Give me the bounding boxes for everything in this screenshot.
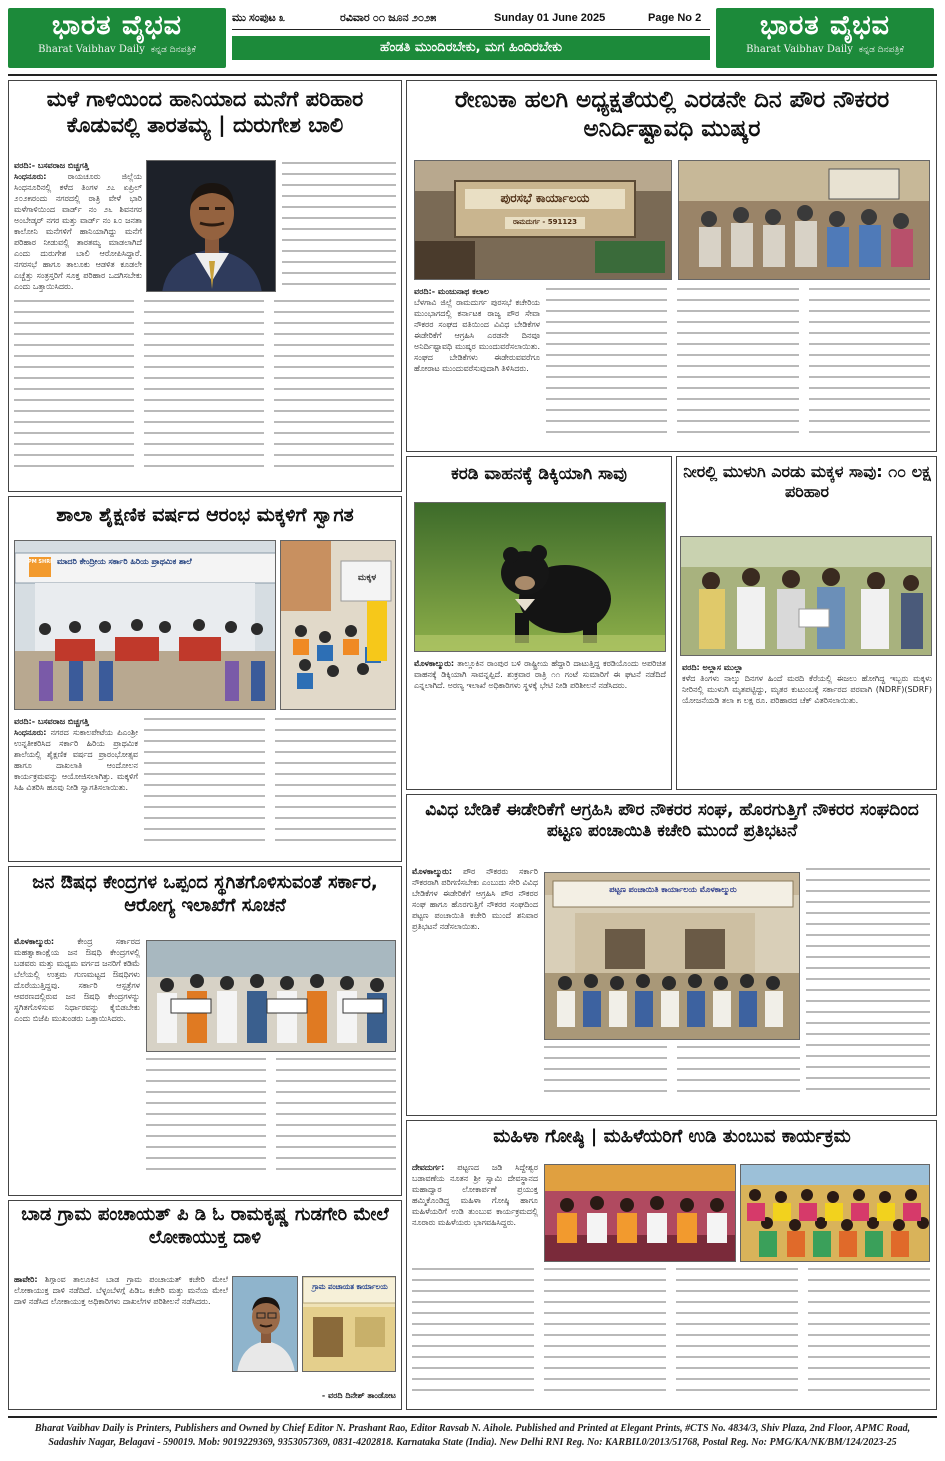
article-1-body: ರಾಯಚೂರು ಜಿಲ್ಲೆಯ ಸಿಂಧನೂರಿನಲ್ಲಿ ಕಳೆದ ತಿಂಗಳ ೨೭ ಏಪ್ರಿಲ್ ೨೦೨೫ರಂದು ನಗರದಲ್ಲಿ ರಾತ್ರಿ ವೇಳೆ ಭಾರಿ ಮಳೆಗಾಳಿಯಿಂದ ವಾರ್ಡ್ ನಂ ೨೬ ಶಿವನಗರ ಅಂಬೇಡ್ಕರ್ ನಗರ ಮತ್ತು ವಾರ್ಡ್ ನಂ ೩೦ ಜನತಾ ಕಾಲೋನಿ ಮನೆಗಳಿಗೆ ಹಾನಿಯಾಗಿದ್ದು ಮನೆಗೆ ಪರಿಹಾರ ನೀಡುವಲ್ಲಿ ತಾರತಮ್ಯ ಮಾಡಲಾಗಿದೆ ಎಂದು ದುರುಗೇಶ ಬಾಲಿ ಆರೋಪಿಸಿದ್ದಾರೆ. ನಗರಸಭೆ ಹಾಗೂ ತಾಲೂಕು ಆಡಳಿತ ಕೂಡಲೇ ಎಚ್ಚೆತ್ತು ಸಂತ್ರಸ್ತರಿಗೆ ಸೂಕ್ತ ಪರಿಹಾರ ಒದಗಿಸಬೇಕು ಎಂದು ಒತ್ತಾಯಿಸಿದರು. [14, 172, 142, 291]
article-3-dateline: ವರದಿ:- ಬಸವರಾಜ ಬಿಚ್ಚಗತ್ತಿ [14, 717, 89, 726]
article-2-body [414, 286, 540, 446]
pdo-portrait-icon [233, 1277, 298, 1372]
panchayat-protest-photo [544, 872, 800, 1040]
article-3-body-text: ನಗರದ ಸುಕಾಲಪೇಟೆಯ ಪಿಎಂಶ್ರೀ ಉನ್ನತೀಕರಿಸಿದ ಸರ್ಕಾರಿ ಹಿರಿಯ ಪ್ರಾಥಮಿಕ ಶಾಲೆಯಲ್ಲಿ ಶೈಕ್ಷಣಿಕ ವರ್ಷದ ಪ್ರಾರಂಭೋತ್ಸವ ಹಾಗೂ ದಾಖಲಾತಿ ಆಂದೋಲನ ಕಾರ್ಯಕ್ರಮವನ್ನು ಆಯೋಜಿಸಲಾಗಿತ್ತು. ಮಕ್ಕಳಿಗೆ ಸಿಹಿ ವಿತರಿಸಿ ಹೂವು ನೀಡಿ ಸ್ವಾಗತಿಸಲಾಯಿತು. [14, 728, 138, 792]
article-7-body-text: ಕೇಂದ್ರ ಸರ್ಕಾರದ ಮಹತ್ವಾಕಾಂಕ್ಷೆಯ ಜನ ಔಷಧಿ ಕೇಂದ್ರಗಳಲ್ಲಿ ಬಡವರು ಮತ್ತು ಮಧ್ಯಮ ವರ್ಗದ ಜನರಿಗೆ ಕಡಿಮೆ ಬೆಲೆಯಲ್ಲಿ ಉತ್ತಮ ಗುಣಮಟ್ಟದ ಔಷಧಿಗಳು ದೊರೆಯುತ್ತಿದ್ದವು. ಸರ್ಕಾರಿ ಆಸ್ಪತ್ರೆಗಳ ಆವರಣದಲ್ಲಿರುವ ಜನ ಔಷಧಿ ಕೇಂದ್ರಗಳನ್ನು ಸ್ಥಗಿತಗೊಳಿಸುವ ನಿರ್ಧಾರವನ್ನು ಕೈಬಿಡಬೇಕು ಎಂದು ಬಿಜೆಪಿ ಮುಖಂಡರು ಒತ್ತಾಯಿಸಿದರು. [14, 937, 140, 1023]
students-sitting-icon [281, 541, 396, 710]
masthead-rule [8, 74, 937, 76]
article-5-headline: ನೀರಲ್ಲಿ ಮುಳುಗಿ ಎರಡು ಮಕ್ಕಳ ಸಾವು: ೧೦ ಲಕ್ಷ ಪರಿಹಾರ [683, 462, 931, 501]
article-5-body-text: ಕಳೆದ ತಿಂಗಳು ನಾಲ್ಕು ದಿನಗಳ ಹಿಂದೆ ಮರದಿ ಕೆರೆಯಲ್ಲಿ ಈಜಲು ಹೋಗಿದ್ದ ಇಬ್ಬರು ಮಕ್ಕಳು ನೀರಿನಲ್ಲಿ ಮುಳುಗಿ ಮೃತಪಟ್ಟಿದ್ದು, ಮೃತರ ಕುಟುಂಬಕ್ಕೆ ಸರ್ಕಾರದ ಪರವಾಗಿ (NDRF)(SDRF) ಯೋಜನೆಯಡಿ ತಲಾ ೫ ಲಕ್ಷ ರೂ. ಪರಿಹಾರದ ಚೆಕ್ ವಿತರಿಸಲಾಯಿತು. [682, 674, 932, 705]
article-4-place: ಮೊಳಕಾಲ್ಮುರು: [414, 659, 455, 668]
ramadurga-office-photo [414, 160, 672, 280]
imprint-line-2: Sadashiv Nagar, Belagavi - 590019. Mob: 9019229369, 9353057369, 0831-4202818. Karnataka State (India). New Delhi RNI Reg. No: KARBIL0/2013/51768, Postal Reg. No: PMG/KA/NK/BM/124/2023-25 [48, 1437, 897, 1448]
article-1-headline: ಮಳೆ ಗಾಳಿಯಿಂದ ಹಾನಿಯಾದ ಮನೆಗೆ ಪರಿಹಾರ ಕೊಡುವಲ್ಲಿ ತಾರತಮ್ಯ | ದುರುಗೇಶ ಬಾಲಿ [46, 87, 364, 138]
article-9-headline: ಬಾಡ ಗ್ರಾಮ ಪಂಚಾಯತ್ ಪಿ ಡಿ ಓ ರಾಮಕೃಷ್ಣ ಗುಡಗೇರಿ ಮೇಲೆ ಲೋಕಾಯುಕ್ತ ದಾಳಿ [21, 1204, 389, 1248]
protesters-icon [147, 941, 396, 1052]
article-6-body-text: ಪೌರ ನೌಕರರು ಸರ್ಕಾರಿ ನೌಕರರಾಗಿ ಪರಿಗಣಿಸಬೇಕು ಎಂಬುದು ಸೇರಿ ವಿವಿಧ ಬೇಡಿಕೆಗಳ ಈಡೇರಿಕೆಗೆ ಆಗ್ರಹಿಸಿ ಪೌರ ನೌಕರರ ಸಂಘ ಹಾಗೂ ಹೊರಗುತ್ತಿಗೆ ನೌಕರರ ಸಂಘದಿಂದ ಪಟ್ಟಣ ಪಂಚಾಯಿತಿ ಕಚೇರಿ ಮುಂದೆ ಶನಿವಾರ ಪ್ರತಿಭಟನೆ ನಡೆಸಲಾಯಿತು. [412, 867, 538, 931]
imprint-footer [8, 1416, 937, 1450]
masthead-logo-left [8, 8, 226, 68]
banner-text: ಮಕ್ಕಳ [357, 573, 377, 583]
protest-group-photo [678, 160, 930, 280]
school-sign-text: ಮಾದರಿ ಕೇಂದ್ರೀಯ ಸರ್ಕಾರಿ ಹಿರಿಯ ಪ್ರಾಥಮಿಕ ಶಾಲೆ [57, 557, 192, 566]
article-5-body [682, 662, 932, 784]
stage-event-photo [544, 1164, 736, 1262]
article-8-body-text: ಪಟ್ಟಣದ ಜಡಿ ಸಿದ್ದೇಶ್ವರ ಬಡಾವಣೆಯ ನೂತನ ಶ್ರೀ ಸ್ವಾಮಿ ದೇವಸ್ಥಾನದ ಮಹಾದ್ವಾರ ಲೋಕಾರ್ಪಣೆ ಪ್ರಯುಕ್ತ ಹಮ್ಮಿಕೊಂಡಿದ್ದ ಮಹಿಳಾ ಗೋಷ್ಠಿ ಹಾಗೂ ಮಹಿಳೆಯರಿಗೆ ಉಡಿ ತುಂಬುವ ಕಾರ್ಯಕ್ರಮದಲ್ಲಿ ನೂರಾರು ಮಹಿಳೆಯರು ಭಾಗವಹಿಸಿದ್ದರು. [412, 1163, 538, 1227]
article-9-body [14, 1274, 228, 1404]
portrait-photo [146, 160, 276, 292]
article-8-text-columns [412, 1268, 930, 1404]
article-6-text-bottom [544, 1046, 800, 1110]
date-english: Sunday 01 June 2025 [494, 12, 606, 24]
article-9-byline: - ವರದಿ ದಿನೇಶ್ ತಾಂಡೋಟ [321, 1391, 396, 1400]
office-sign-text: ಪುರಸಭೆ ಕಾರ್ಯಾಲಯ [500, 191, 590, 205]
article-7-body [14, 936, 140, 1190]
article-9-body-text: ಶಿಗ್ಗಾಂವ ತಾಲೂಕಿನ ಬಾಡ ಗ್ರಾಮ ಪಂಚಾಯತ್ ಕಚೇರಿ ಮೇಲೆ ಲೋಕಾಯುಕ್ತ ದಾಳಿ ನಡೆದಿದೆ. ಬೆಳ್ಳಂಬೆಳಗ್ಗೆ ಪಿಡಿಒ ಕಚೇರಿ ಮತ್ತು ಮನೆಯ ಮೇಲೆ ದಾಳಿ ನಡೆಸಿದ ಲೋಕಾಯುಕ್ತ ಅಧಿಕಾರಿಗಳು ದಾಖಲೆಗಳ ಪರಿಶೀಲನೆ ನಡೆಸಿದರು. [14, 1275, 228, 1306]
article-2-headline: ರೇಣುಕಾ ಹಲಗಿ ಅಧ್ಯಕ್ಷತೆಯಲ್ಲಿ ಎರಡನೇ ದಿನ ಪೌರ ನೌಕರರ ಅನಿರ್ದಿಷ್ಟಾವಧಿ ಮುಷ್ಕರ [454, 87, 890, 142]
stage-guests-icon [545, 1165, 736, 1262]
students-photo [280, 540, 396, 710]
article-6-text-right [806, 868, 930, 1110]
gp-office-photo [302, 1276, 396, 1372]
logo-english: Bharat Vaibhav Daily [746, 44, 853, 55]
article-4-body [414, 658, 666, 784]
article-9-place: ಹಾವೇರಿ: [14, 1275, 38, 1284]
article-6-place: ಮೊಳಕಾಲ್ಮುರು: [412, 867, 453, 876]
article-1-body-left [14, 160, 142, 294]
article-1-place: ಸಿಂಧನೂರು: [14, 172, 47, 181]
panchayat-building-icon [545, 873, 800, 1040]
masthead-tagline: ಹೆಂಡತಿ ಮುಂದಿರಬೇಕು, ಮಗ ಹಿಂದಿರಬೇಕು [232, 36, 710, 60]
crowd-women-icon [741, 1165, 930, 1262]
imprint-line-1: Bharat Vaibhav Daily is Printers, Publishers and Owned by Chief Editor N. Prashant Rao, Editor Ravsab N. Aihole. Published and Printed at Elegant Prints, #CTS No. 4834/3, Shiv Plaza, 2nd Floor, APMC Road, [34, 1423, 911, 1434]
article-1-text-right [282, 162, 396, 292]
issue-label: ಮು ಸಂಪುಟ ೩ [232, 12, 286, 24]
bear-icon [415, 503, 666, 652]
pdo-portrait-photo [232, 1276, 298, 1372]
jan-aushadhi-protest-photo [146, 940, 396, 1052]
masthead-logo-right [716, 8, 934, 68]
man-portrait-icon [147, 161, 276, 292]
page-number: Page No 2 [648, 12, 702, 24]
article-6-headline: ವಿವಿಧ ಬೇಡಿಕೆ ಈಡೇರಿಕೆಗೆ ಆಗ್ರಹಿಸಿ ಪೌರ ನೌಕರರ ಸಂಘ, ಹೊರಗುತ್ತಿಗೆ ನೌಕರರ ಸಂಘದಿಂದ ಪಟ್ಟಣ ಪಂಚಾಯಿತಿ ಕಚೇರಿ ಮುಂದೆ ಪ್ರತಿಭಟನೆ [425, 800, 919, 842]
article-7-headline: ಜನ ಔಷಧ ಕೇಂದ್ರಗಳ ಒಪ್ಪಂದ ಸ್ಥಗಿತಗೊಳಿಸುವಂತೆ ಸರ್ಕಾರ, ಆರೋಗ್ಯ ಇಲಾಖೆಗೆ ಸೂಚನೆ [32, 872, 378, 916]
logo-kannada: ಭಾರತ ವೈಭವ [760, 10, 890, 41]
women-audience-photo [740, 1164, 930, 1262]
article-3-headline: ಶಾಲಾ ಶೈಕ್ಷಣಿಕ ವರ್ಷದ ಆರಂಭ ಮಕ್ಕಳಿಗೆ ಸ್ವಾಗತ [56, 504, 354, 526]
panchayat-sign-text: ಪಟ್ಟಣ ಪಂಚಾಯಿತಿ ಕಾರ್ಯಾಲಯ ಮೊಳಕಾಲ್ಮುರು [609, 885, 737, 894]
article-2-body-text: ಬೆಳಗಾವಿ ಜಿಲ್ಲೆ ರಾಮದುರ್ಗ ಪುರಸಭೆ ಕಚೇರಿಯ ಮುಂಭಾಗದಲ್ಲಿ ಕರ್ನಾಟಕ ರಾಜ್ಯ ಪೌರ ಸೇವಾ ನೌಕರರ ಸಂಘದ ವತಿಯಿಂದ ವಿವಿಧ ಬೇಡಿಕೆಗಳ ಈಡೇರಿಕೆಗೆ ಆಗ್ರಹಿಸಿ ಎರಡನೇ ದಿನವೂ ಅನಿರ್ದಿಷ್ಟಾವಧಿ ಮುಷ್ಕರ ಮುಂದುವರೆಸಲಾಯಿತು. ಸಂಘದ ಬೇಡಿಕೆಗಳು ಈಡೇರುವವರೆಗೂ ಹೋರಾಟ ಮುಂದುವರೆಸುವುದಾಗಿ ತಿಳಿಸಿದರು. [414, 298, 540, 373]
bear-photo [414, 502, 666, 652]
school-photo [14, 540, 276, 710]
article-8-headline: ಮಹಿಳಾ ಗೋಷ್ಠಿ | ಮಹಿಳೆಯರಿಗೆ ಉಡಿ ತುಂಬುವ ಕಾರ್ಯಕ್ರಮ [493, 1126, 851, 1147]
article-1-dateline: ವರದಿ:- ಬಸವರಾಜ ಬಿಚ್ಚಗತ್ತಿ [14, 161, 89, 170]
article-3-text-columns [144, 718, 396, 856]
article-3-place: ಸಿಂಧನೂರು: [14, 728, 47, 737]
logo-english: Bharat Vaibhav Daily [38, 44, 145, 55]
article-2-text-columns [546, 288, 930, 446]
issue-info-bar [232, 8, 710, 30]
article-7-text-columns [146, 1058, 396, 1190]
school-logo-text: PM SHRI [28, 559, 52, 565]
logo-subtitle: ಕನ್ನಡ ದಿನಪತ್ರಿಕೆ [858, 45, 904, 55]
compensation-photo [680, 536, 932, 656]
article-3-body [14, 716, 138, 856]
article-2-dateline: ವರದಿ:- ಮಂಜುನಾಥ ಕಲಾಲ [414, 287, 489, 296]
article-5-dateline: ವರದಿ: ಅಲ್ಲಾಸ ಮುಲ್ಲಾ [682, 663, 743, 672]
article-8-place: ದೇವದುರ್ಗ: [412, 1163, 445, 1172]
date-kannada: ರವಿವಾರ ೦೧ ಜೂನ ೨೦೨೫ [340, 12, 437, 24]
article-7-place: ಮೊಳಕಾಲ್ಮುರು: [14, 937, 55, 946]
office-sign-subtext: ರಾಮದುರ್ಗ - 591123 [513, 218, 577, 226]
article-4-headline: ಕರಡಿ ವಾಹನಕ್ಕೆ ಡಿಕ್ಕಿಯಾಗಿ ಸಾವು [451, 464, 627, 484]
gp-sign-text: ಗ್ರಾಮ ಪಂಚಾಯತ ಕಾರ್ಯಾಲಯ [312, 1283, 388, 1291]
article-4-body-text: ತಾಲ್ಲೂಕಿನ ರಾಂಪುರ ಬಳಿ ರಾಷ್ಟ್ರೀಯ ಹೆದ್ದಾರಿ ದಾಟುತ್ತಿದ್ದ ಕರಡಿಯೊಂದು ಅಪರಿಚಿತ ವಾಹನಕ್ಕೆ ಡಿಕ್ಕಿಯಾಗಿ ಸಾವನ್ನಪ್ಪಿದೆ. ಶುಕ್ರವಾರ ರಾತ್ರಿ ೧೧ ಗಂಟೆ ಸುಮಾರಿಗೆ ಈ ಘಟನೆ ನಡೆದಿದೆ ಎನ್ನಲಾಗಿದೆ. ಅರಣ್ಯ ಇಲಾಖೆ ಅಧಿಕಾರಿಗಳು ಸ್ಥಳಕ್ಕೆ ಭೇಟಿ ನೀಡಿ ಪರಿಶೀಲನೆ ನಡೆಸಿದರು. [414, 659, 666, 690]
officials-group-icon [681, 537, 932, 656]
protest-crowd-icon [679, 161, 930, 280]
logo-subtitle: ಕನ್ನಡ ದಿನಪತ್ರಿಕೆ [150, 45, 196, 55]
article-1-text-lower [14, 300, 394, 486]
article-8-body [412, 1162, 538, 1262]
logo-kannada: ಭಾರತ ವೈಭವ [52, 10, 182, 41]
article-6-body [412, 866, 538, 1110]
